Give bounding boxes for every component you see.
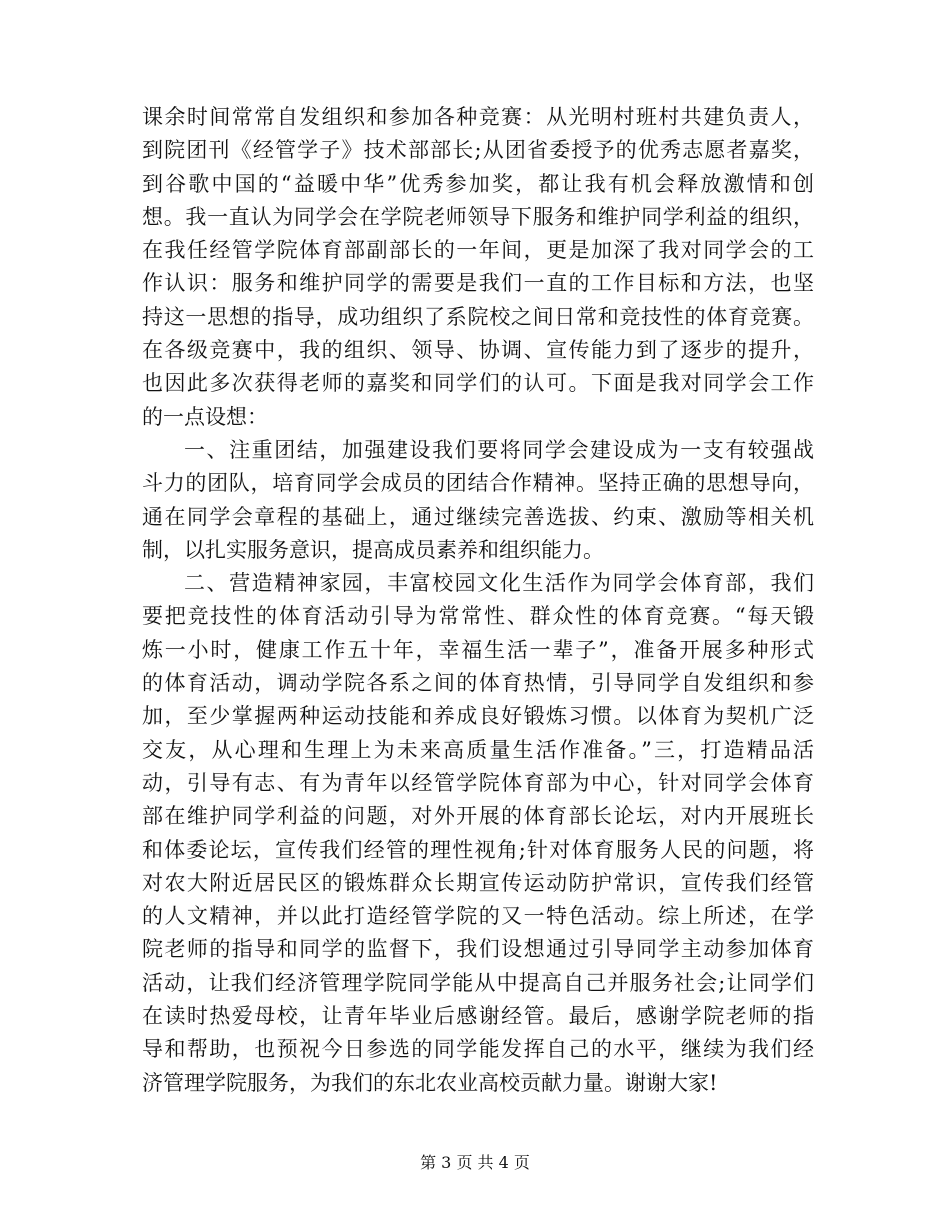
text-line: 二、营造精神家园，丰富校园文化生活作为同学会体育部，我们 <box>184 571 814 596</box>
text-line: 炼一小时，健康工作五十年，幸福生活一辈子”，准备开展多种形式 <box>142 637 814 662</box>
text-line: 持这一思想的指导，成功组织了系院校之间日常和竞技性的体育竞赛。 <box>142 304 814 329</box>
text-line: 在各级竞赛中，我的组织、领导、协调、宣传能力到了逐步的提升， <box>142 338 814 363</box>
text-line: 院老师的指导和同学的监督下，我们设想通过引导同学主动参加体育 <box>142 937 814 962</box>
text-line: 课余时间常常自发组织和参加各种竞赛：从光明村班村共建负责人， <box>142 105 814 129</box>
text-line: 对农大附近居民区的锻炼群众长期宣传运动防护常识，宣传我们经管 <box>142 870 814 895</box>
text-line: 部在维护同学利益的问题，对外开展的体育部长论坛，对内开展班长 <box>142 804 814 829</box>
text-line: 的一点设想： <box>142 404 268 429</box>
text-line: 导和帮助，也预祝今日参选的同学能发挥自己的水平，继续为我们经 <box>142 1037 814 1062</box>
text-line: 也因此多次获得老师的嘉奖和同学们的认可。下面是我对同学会工作 <box>142 371 814 396</box>
text-line: 济管理学院服务，为我们的东北农业高校贡献力量。谢谢大家! <box>142 1070 718 1095</box>
text-line: 交友，从心理和生理上为未来高质量生活作准备。”三，打造精品活 <box>142 737 814 762</box>
text-line: 制，以扎实服务意识，提高成员素养和组织能力。 <box>142 537 604 562</box>
text-line: 通在同学会章程的基础上，通过继续完善选拔、约束、激励等相关机 <box>142 504 814 529</box>
text-line: 的人文精神，并以此打造经管学院的又一特色活动。综上所述，在学 <box>142 904 814 929</box>
text-line: 的体育活动，调动学院各系之间的体育热情，引导同学自发组织和参 <box>142 671 814 696</box>
text-line: 活动，让我们经济管理学院同学能从中提高自己并服务社会;让同学们 <box>142 970 814 995</box>
text-line: 动，引导有志、有为青年以经管学院体育部为中心，针对同学会体育 <box>142 770 814 795</box>
text-line: 到院团刊《经管学子》技术部部长;从团省委授予的优秀志愿者嘉奖， <box>142 138 814 163</box>
text-line: 一、注重团结，加强建设我们要将同学会建设成为一支有较强战 <box>184 437 814 462</box>
body-text <box>142 101 814 1100</box>
text-line: 斗力的团队，培育同学会成员的团结合作精神。坚持正确的思想导向， <box>142 471 814 496</box>
text-line: 加，至少掌握两种运动技能和养成良好锻炼习惯。以体育为契机广泛 <box>142 704 814 729</box>
text-line: 要把竞技性的体育活动引导为常常性、群众性的体育竞赛。“每天锻 <box>142 604 814 629</box>
text-line: 和体委论坛，宣传我们经管的理性视角;针对体育服务人民的问题，将 <box>142 837 814 862</box>
page-footer: 第 3 页 共 4 页 <box>420 1153 530 1172</box>
text-line: 在读时热爱母校，让青年毕业后感谢经管。最后，感谢学院老师的指 <box>142 1004 814 1029</box>
text-line: 想。我一直认为同学会在学院老师领导下服务和维护同学利益的组织， <box>142 204 814 229</box>
text-line: 作认识：服务和维护同学的需要是我们一直的工作目标和方法，也坚 <box>142 271 814 296</box>
text-line: 在我任经管学院体育部副部长的一年间，更是加深了我对同学会的工 <box>142 238 814 263</box>
text-line: 到谷歌中国的“益暖中华”优秀参加奖，都让我有机会释放激情和创 <box>142 171 814 196</box>
